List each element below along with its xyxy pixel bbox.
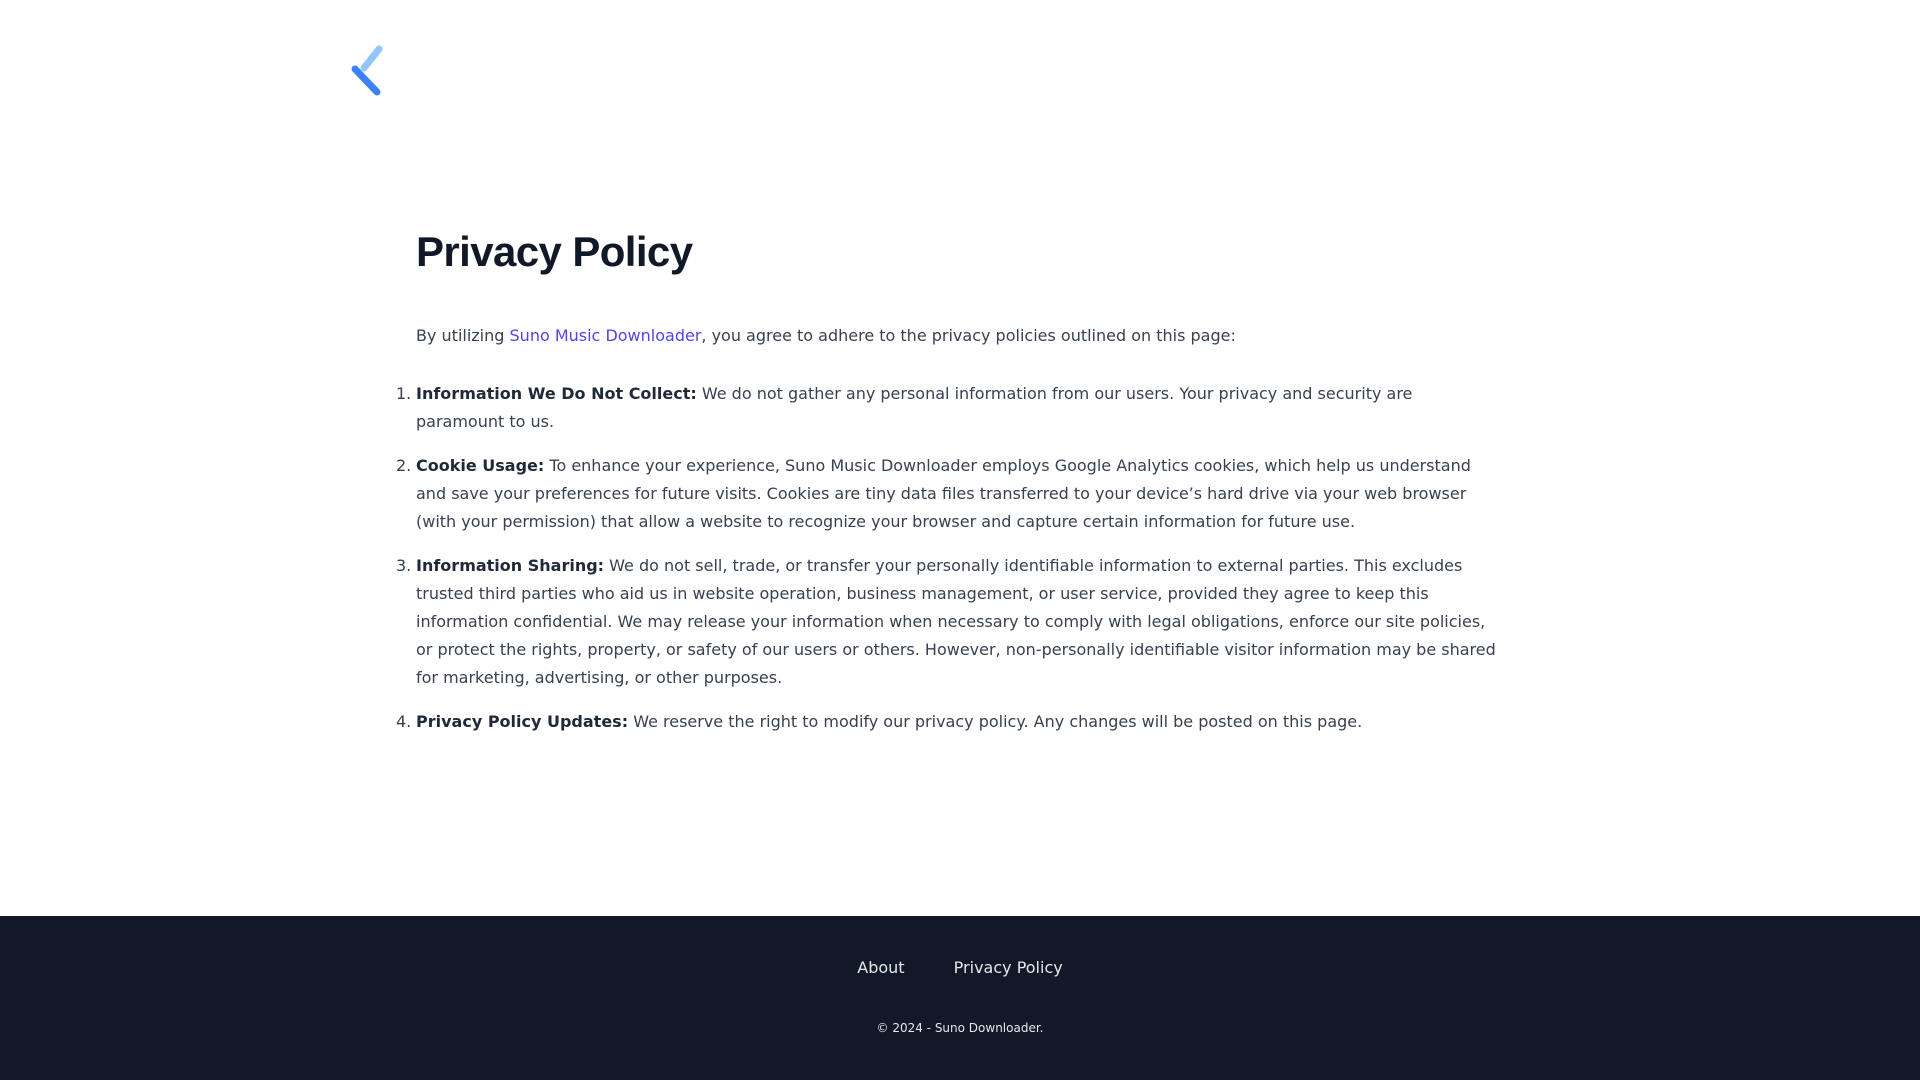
policy-item-text: We do not gather any personal information from our users. Your privacy and security are paramount to us. [416,384,1413,431]
policy-item-information-sharing [396,552,1504,692]
policy-item-information-not-collected [396,380,1504,436]
back-button[interactable] [348,42,388,98]
suno-music-downloader-link[interactable]: Suno Music Downloader [509,326,702,345]
page-title: Privacy Policy [416,228,693,275]
footer-link-about[interactable]: About [857,958,905,977]
policy-item-cookie-usage [396,452,1504,536]
policy-item-title: Information Sharing: [416,556,605,575]
intro-paragraph [416,322,1504,350]
policy-item-text: We reserve the right to modify our privacy policy. Any changes will be posted on this page. [628,712,1363,731]
policy-item-number: 1. [396,384,412,403]
footer-link-privacy-policy[interactable]: Privacy Policy [953,958,1063,977]
policy-item-number: 3. [396,556,412,575]
policy-item-text: We do not sell, trade, or transfer your personally identifiable information to external parties. This excludes trusted third parties who aid us in website operation, business management, or user service, provided they agree to keep this information confidential. We may release your information when necessary to comply with legal obligations, enforce our site policies, or protect the rights, property, or safety of our users or others. However, non-personally identifiable visitor information may be shared for marketing, advertising, or other purposes. [416,556,1496,687]
footer-nav [0,956,1920,980]
policy-item-text: To enhance your experience, Suno Music Downloader employs Google Analytics cookies, which help us understand and save your preferences for future visits. Cookies are tiny data files transferred to your device’s hard drive via your web browser (with your permission) that allow a website to recognize your browser and capture certain information for future use. [416,456,1471,531]
footer [0,916,1920,1080]
intro-text-after: , you agree to adhere to the privacy policies outlined on this page: [701,326,1236,345]
chevron-left-icon [348,42,388,98]
policy-item-number: 2. [396,456,412,475]
policy-item-title: Information We Do Not Collect: [416,384,697,403]
policy-list [396,380,1504,736]
intro-text-before: By utilizing [416,326,510,345]
policy-item-updates [396,708,1504,736]
copyright-text: © 2024 - Suno Downloader. [876,1021,1044,1035]
policy-item-title: Privacy Policy Updates: [416,712,629,731]
policy-item-title: Cookie Usage: [416,456,545,475]
policy-item-number: 4. [396,712,412,731]
main-content [396,222,1504,752]
